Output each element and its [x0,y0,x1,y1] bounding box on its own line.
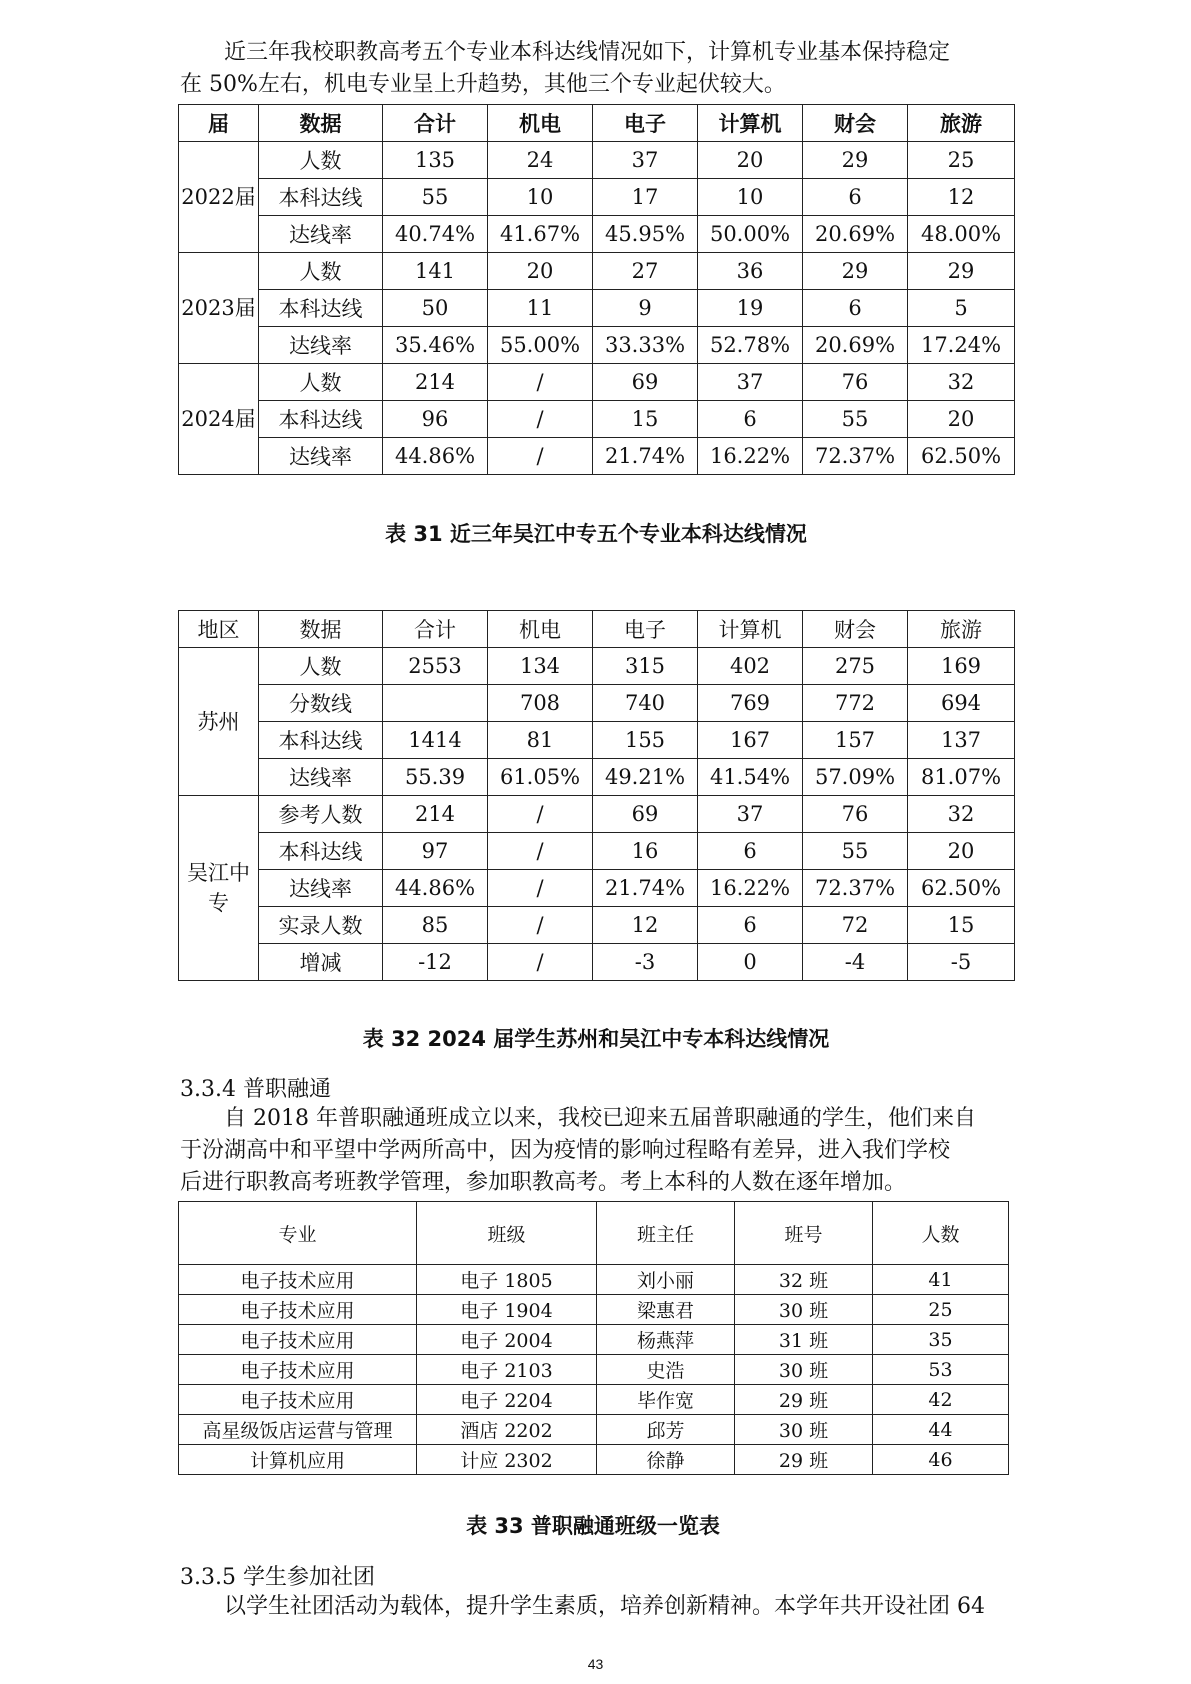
table-row [179,253,1015,290]
table-cell: 12 [908,179,1015,216]
section-334-line-3: 后进行职教高考班教学管理，参加职教高考。考上本科的人数在逐年增加。 [180,1170,907,1195]
table-cell: 29 [803,253,908,290]
table-cell: 62.50% [908,870,1015,907]
table-cell: 电子技术应用 [179,1355,417,1385]
metric-label: 参考人数 [259,796,383,833]
table-cell: 29 班 [735,1445,873,1475]
table-cell: 32 班 [735,1265,873,1295]
table-cell: / [488,364,593,401]
table-cell: 50 [383,290,488,327]
table-cell: -3 [593,944,698,981]
table-cell: 275 [803,648,908,685]
table-cell: 55 [803,401,908,438]
table-cell: 20 [908,833,1015,870]
metric-label: 本科达线 [259,290,383,327]
table-cell: 刘小丽 [597,1265,735,1295]
table-cell: 33.33% [593,327,698,364]
group-label: 苏州 [179,648,259,796]
table-cell: 30 班 [735,1295,873,1325]
table-row [179,179,1015,216]
section-334-line-2: 于汾湖高中和平望中学两所高中，因为疫情的影响过程略有差异，进入我们学校 [180,1138,951,1163]
table-row [179,364,1015,401]
table-cell: 48.00% [908,216,1015,253]
table-cell: 55 [383,179,488,216]
column-header: 财会 [803,105,908,142]
table-cell: 20.69% [803,327,908,364]
table-row [179,327,1015,364]
table-cell: 梁惠君 [597,1295,735,1325]
table-row [179,796,1015,833]
table-cell: 21.74% [593,870,698,907]
table-cell: 85 [383,907,488,944]
table-cell: 29 班 [735,1385,873,1415]
table-cell: 20 [698,142,803,179]
table-cell: 81 [488,722,593,759]
table-33-caption: 表 33 普职融通班级一览表 [466,1514,720,1538]
table-cell: 29 [803,142,908,179]
table-cell: 97 [383,833,488,870]
table-cell: 72.37% [803,870,908,907]
group-label: 2022届 [179,142,259,253]
table-cell: 高星级饭店运营与管理 [179,1415,417,1445]
table-cell: 44.86% [383,438,488,475]
table-cell: 12 [593,907,698,944]
table-cell: 45.95% [593,216,698,253]
table-cell: 315 [593,648,698,685]
metric-label: 人数 [259,648,383,685]
table-row [179,1265,1009,1295]
table-row [179,648,1015,685]
table-row [179,401,1015,438]
table-cell: 27 [593,253,698,290]
table-cell: 徐静 [597,1445,735,1475]
table-cell: 44 [873,1415,1009,1445]
table-row [179,216,1015,253]
table-cell: 53 [873,1355,1009,1385]
table-cell: 62.50% [908,438,1015,475]
table-cell: 41.54% [698,759,803,796]
table-cell: / [488,833,593,870]
table-cell: 55.39 [383,759,488,796]
table-cell: 44.86% [383,870,488,907]
table-row [179,1355,1009,1385]
table-row [179,1445,1009,1475]
column-header: 数据 [259,611,383,648]
table-cell: 214 [383,796,488,833]
table-cell: 15 [908,907,1015,944]
table-cell: 16.22% [698,438,803,475]
table-cell: 32 [908,796,1015,833]
table-cell: 96 [383,401,488,438]
column-header: 班级 [417,1202,597,1265]
column-header: 机电 [488,611,593,648]
page-number: 43 [587,1656,604,1672]
table-cell: 24 [488,142,593,179]
table-cell: 邱芳 [597,1415,735,1445]
table-cell: 81.07% [908,759,1015,796]
table-cell: 37 [698,364,803,401]
metric-label: 人数 [259,142,383,179]
table-cell: 6 [698,401,803,438]
table-cell: 5 [908,290,1015,327]
table-cell: 6 [803,179,908,216]
table-cell: 35.46% [383,327,488,364]
table-cell: 25 [908,142,1015,179]
table-cell: 电子 2204 [417,1385,597,1415]
table-cell: 52.78% [698,327,803,364]
table-row [179,290,1015,327]
metric-label: 本科达线 [259,833,383,870]
table-cell: 141 [383,253,488,290]
table-cell: 769 [698,685,803,722]
table-cell: 69 [593,796,698,833]
table-cell: / [488,796,593,833]
table-cell: 55 [803,833,908,870]
column-header: 计算机 [698,611,803,648]
section-334-heading: 3.3.4 普职融通 [180,1077,331,1102]
column-header: 人数 [873,1202,1009,1265]
metric-label: 达线率 [259,327,383,364]
table-cell: 37 [593,142,698,179]
table-cell: 15 [593,401,698,438]
table-cell: 155 [593,722,698,759]
metric-label: 本科达线 [259,401,383,438]
column-header: 计算机 [698,105,803,142]
table-cell: 72.37% [803,438,908,475]
table-cell: 电子技术应用 [179,1295,417,1325]
table-row [179,870,1015,907]
table-cell: 2553 [383,648,488,685]
table-cell: 30 班 [735,1415,873,1445]
table-header-row [179,105,1015,142]
table-cell: 214 [383,364,488,401]
table-cell: 21.74% [593,438,698,475]
table-cell: 41.67% [488,216,593,253]
table-cell: -4 [803,944,908,981]
metric-label: 人数 [259,253,383,290]
metric-label: 达线率 [259,216,383,253]
table-cell: 电子技术应用 [179,1385,417,1415]
table-32 [178,610,1015,981]
table-cell: 16 [593,833,698,870]
table-cell: / [488,870,593,907]
column-header: 合计 [383,105,488,142]
intro-line-2: 在 50%左右，机电专业呈上升趋势，其他三个专业起伏较大。 [180,72,786,97]
column-header: 机电 [488,105,593,142]
table-cell: 134 [488,648,593,685]
table-cell: 20 [488,253,593,290]
table-cell: -12 [383,944,488,981]
table-cell: 10 [488,179,593,216]
table-cell: 50.00% [698,216,803,253]
table-cell: 55.00% [488,327,593,364]
table-cell: 20 [908,401,1015,438]
column-header: 电子 [593,105,698,142]
table-cell: 35 [873,1325,1009,1355]
table-cell: 6 [698,833,803,870]
table-row [179,759,1015,796]
table-cell: 19 [698,290,803,327]
metric-label: 本科达线 [259,722,383,759]
table-cell: -5 [908,944,1015,981]
group-label: 吴江中专 [179,796,259,981]
table-header-row [179,1202,1009,1265]
group-label: 2023届 [179,253,259,364]
table-cell: 6 [698,907,803,944]
table-row [179,142,1015,179]
column-header: 电子 [593,611,698,648]
column-header: 专业 [179,1202,417,1265]
table-cell: 402 [698,648,803,685]
table-cell: 72 [803,907,908,944]
table-cell: 32 [908,364,1015,401]
table-cell: 46 [873,1445,1009,1475]
table-cell: 36 [698,253,803,290]
table-cell: 9 [593,290,698,327]
column-header: 财会 [803,611,908,648]
section-335-heading: 3.3.5 学生参加社团 [180,1565,375,1590]
table-cell: 电子 2004 [417,1325,597,1355]
column-header: 班主任 [597,1202,735,1265]
table-cell: 计应 2302 [417,1445,597,1475]
table-cell: / [488,907,593,944]
section-334-line-1: 自 2018 年普职融通班成立以来，我校已迎来五届普职融通的学生，他们来自 [224,1106,976,1131]
metric-label: 人数 [259,364,383,401]
table-cell: 毕作宽 [597,1385,735,1415]
table-31-caption: 表 31 近三年吴江中专五个专业本科达线情况 [385,522,807,546]
table-cell [383,685,488,722]
table-cell: 酒店 2202 [417,1415,597,1445]
column-header: 旅游 [908,105,1015,142]
table-cell: 694 [908,685,1015,722]
table-cell: 1414 [383,722,488,759]
metric-label: 达线率 [259,438,383,475]
table-cell: 57.09% [803,759,908,796]
table-cell: / [488,401,593,438]
table-header-row [179,611,1015,648]
table-32-caption: 表 32 2024 届学生苏州和吴江中专本科达线情况 [362,1027,830,1051]
table-cell: 电子技术应用 [179,1265,417,1295]
table-cell: 169 [908,648,1015,685]
table-cell: 135 [383,142,488,179]
metric-label: 分数线 [259,685,383,722]
column-header: 班号 [735,1202,873,1265]
table-row [179,1325,1009,1355]
metric-label: 达线率 [259,870,383,907]
table-cell: 电子 1805 [417,1265,597,1295]
table-cell: 61.05% [488,759,593,796]
table-cell: 电子技术应用 [179,1325,417,1355]
table-cell: 计算机应用 [179,1445,417,1475]
table-cell: 电子 1904 [417,1295,597,1325]
table-cell: 17.24% [908,327,1015,364]
table-cell: 137 [908,722,1015,759]
table-cell: 20.69% [803,216,908,253]
table-33 [178,1201,1009,1475]
table-cell: 76 [803,364,908,401]
column-header: 旅游 [908,611,1015,648]
section-335-line-1: 以学生社团活动为载体，提升学生素质，培养创新精神。本学年共开设社团 64 [224,1594,985,1619]
table-cell: 史浩 [597,1355,735,1385]
metric-label: 实录人数 [259,907,383,944]
table-row [179,685,1015,722]
table-cell: 42 [873,1385,1009,1415]
column-header: 数据 [259,105,383,142]
metric-label: 达线率 [259,759,383,796]
table-row [179,438,1015,475]
table-cell: 29 [908,253,1015,290]
table-cell: 69 [593,364,698,401]
table-cell: 740 [593,685,698,722]
table-cell: 772 [803,685,908,722]
intro-line-1: 近三年我校职教高考五个专业本科达线情况如下，计算机专业基本保持稳定 [224,40,951,65]
column-header: 地区 [179,611,259,648]
table-cell: 16.22% [698,870,803,907]
table-cell: 电子 2103 [417,1355,597,1385]
table-cell: 杨燕萍 [597,1325,735,1355]
table-cell: 30 班 [735,1355,873,1385]
group-label: 2024届 [179,364,259,475]
table-31 [178,104,1015,475]
table-cell: 25 [873,1295,1009,1325]
metric-label: 本科达线 [259,179,383,216]
table-row [179,944,1015,981]
table-row [179,907,1015,944]
table-cell: 41 [873,1265,1009,1295]
table-row [179,833,1015,870]
column-header: 届 [179,105,259,142]
table-cell: 40.74% [383,216,488,253]
table-cell: 11 [488,290,593,327]
table-cell: / [488,438,593,475]
table-cell: 0 [698,944,803,981]
table-cell: 31 班 [735,1325,873,1355]
column-header: 合计 [383,611,488,648]
table-cell: 167 [698,722,803,759]
table-row [179,1415,1009,1445]
table-cell: 6 [803,290,908,327]
table-cell: 157 [803,722,908,759]
table-cell: 10 [698,179,803,216]
table-cell: 37 [698,796,803,833]
table-cell: 76 [803,796,908,833]
table-cell: 17 [593,179,698,216]
table-cell: 708 [488,685,593,722]
table-cell: / [488,944,593,981]
metric-label: 增减 [259,944,383,981]
table-row [179,722,1015,759]
table-row [179,1295,1009,1325]
table-cell: 49.21% [593,759,698,796]
table-row [179,1385,1009,1415]
